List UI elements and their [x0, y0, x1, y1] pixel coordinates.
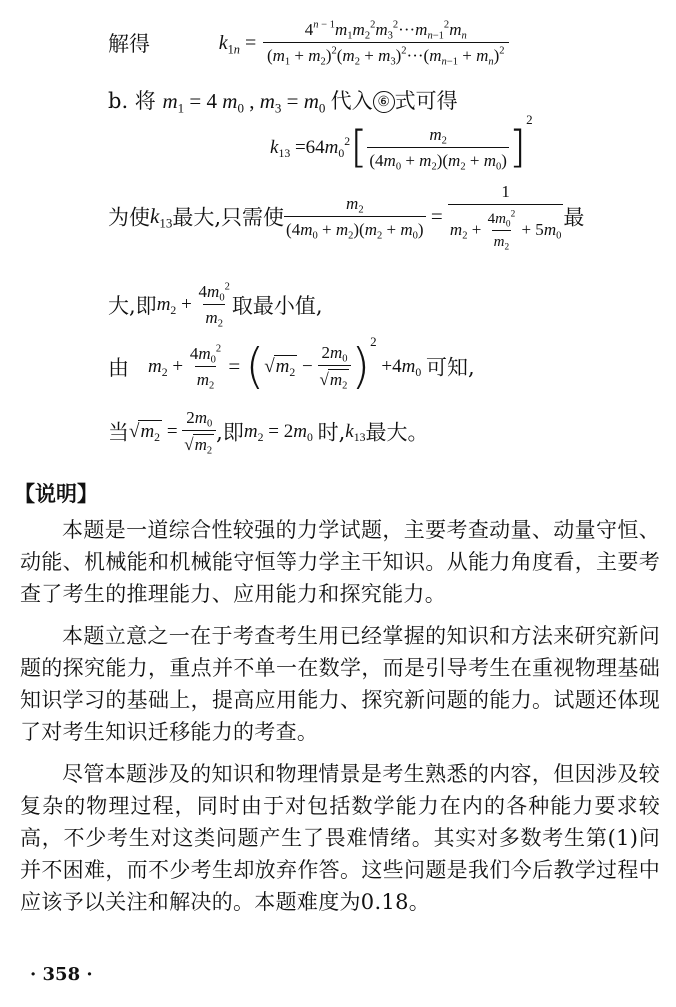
- max-condition-line: 为使$k_{13}$最大,只需使 $\frac{m_2}{(4m_0 + m_2)(m_2 + m_0)}$ = 1 $m_2$ + $\frac{4m_0^2}{m_2}$ + $5m_0$ 最: [108, 182, 585, 253]
- step-b-line: b. 将 $m_1 = 4$ $m_0$ , $m_3 = m_0$ 代入 ⑥ 式可得: [108, 89, 458, 116]
- explanation-paragraph-2: 本题立意之一在于考查考生用已经掌握的知识和方法来研究新问题的探究能力，重点并不单一在数学，而是引导考生在重视物理基础知识学习的基础上，提高应用能力、探究新问题的能力。试题还体现了对考生知识迁移能力的考查。: [20, 624, 660, 744]
- explanation-paragraph-3: 尽管本题涉及的知识和物理情景是考生熟悉的内容，但因涉及较复杂的物理过程，同时由于对包括数学能力在内的各种能力要求较高，不少考生对这类问题产生了畏难情绪。其实对多数考生第(1)问并不困难，而不少考生却放弃作答。这些问题是我们今后教学过程中应该予以关注和解决的。本题难度为0.18。: [20, 762, 660, 914]
- identity-line: 由 $m_2$ + $\frac{4m_0^2}{m_2}$ = ($√m_2$ − $\frac{2m_0}{√m_2}$ )$^2 +4m_0$ 可知,: [108, 334, 475, 395]
- minimum-line: 大,即$m_2$ + $\frac{4m_0^2}{m_2}$ 取最小值,: [108, 281, 323, 330]
- conclusion-line: 当$√m_2$ = $\frac{2m_0}{√m_2}$ ,即$m_2 = 2m_0$ 时$,k_{13}$最大。: [108, 408, 429, 457]
- equation-k1n: 解得 $k_{1n}$ = $\frac{4^{n - 1}m_1m_2^2m_3^2\cdot\cdot\cdot m_{n-1}^2m_n}{(m_1 + m_2)^2(m_2 + m_3)^2\cdot\cdot\cdot(m_{n-1} + m_n)^2}$: [108, 20, 509, 66]
- explanation-heading: 【说明】: [14, 482, 98, 506]
- circled-number: ⑥: [373, 91, 395, 113]
- equation-k13: $k_{13} =64m_0^2$[ $\frac{m_2}{(4m_0 + m_2)(m_2 + m_0)}$ ]$^2$: [270, 112, 533, 173]
- page-number: · 358 ·: [30, 964, 93, 985]
- result-label: 解得: [108, 32, 150, 56]
- explanation-paragraph-1: 本题是一道综合性较强的力学试题，主要考查动量、动量守恒、动能、机械能和机械能守恒等力学主干知识。从能力角度看，主要考查了考生的推理能力、应用能力和探究能力。: [20, 518, 660, 606]
